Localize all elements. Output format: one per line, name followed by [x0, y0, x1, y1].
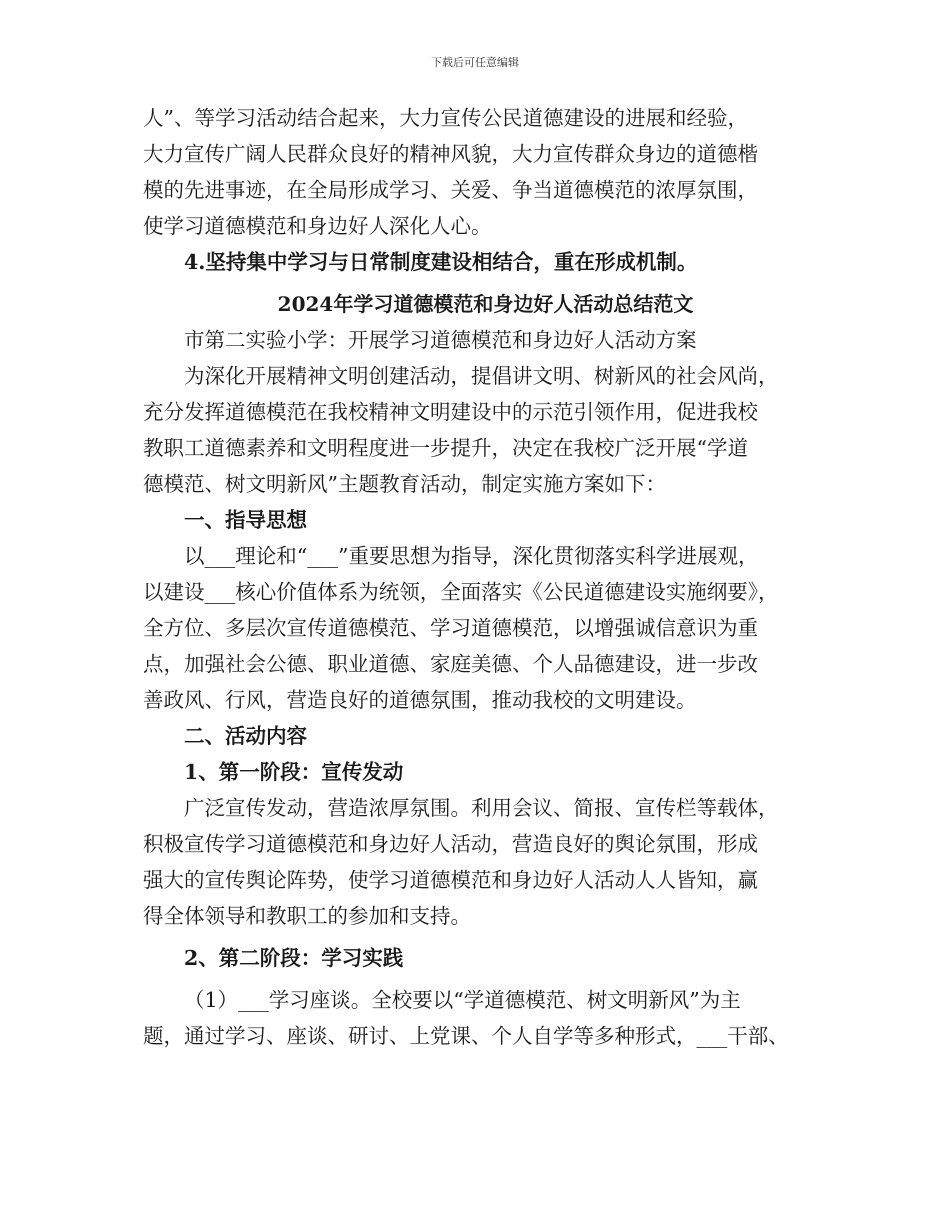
document-title: 2024年学习道德模范和身边好人活动总结范文	[277, 292, 694, 316]
body-line: 以___理论和“___”重要思想为指导，深化贯彻落实科学进展观，	[184, 544, 759, 568]
document-body	[143, 100, 828, 1054]
body-line: 强大的宣传舆论阵势，使学习道德模范和身边好人活动人人皆知，赢	[143, 868, 758, 892]
subtitle-line: 市第二实验小学：开展学习道德模范和身边好人活动方案	[184, 328, 697, 352]
page-header: 下载后可任意编辑	[431, 56, 519, 69]
body-line: 积极宣传学习道德模范和身边好人活动，营造良好的舆论氛围，形成	[143, 832, 758, 856]
body-line: 大力宣传广阔人民群众良好的精神风貌，大力宣传群众身边的道德楷	[143, 142, 758, 166]
body-line: 善政风、行风，营造良好的道德氛围，推动我校的文明建设。	[143, 688, 697, 712]
body-line: 使学习道德模范和身边好人深化人心。	[143, 214, 492, 238]
section-heading: 一、指导思想	[184, 508, 307, 532]
body-line: 题，通过学习、座谈、研讨、上党课、个人自学等多种形式，___干部、	[143, 1024, 789, 1048]
body-line: 点，加强社会公德、职业道德、家庭美德、个人品德建设，进一步改	[143, 652, 758, 676]
body-line: 得全体领导和教职工的参加和支持。	[143, 904, 471, 928]
subsection-heading: 2、第二阶段：学习实践	[184, 946, 404, 970]
section-heading: 4.坚持集中学习与日常制度建设相结合，重在形成机制。	[184, 250, 698, 274]
subsection-heading: 1、第一阶段：宣传发动	[184, 760, 404, 784]
body-line: （1）___学习座谈。全校要以“学道德模范、树文明新风”为主	[184, 988, 741, 1012]
body-line: 全方位、多层次宣传道德模范、学习道德模范，以增强诚信意识为重	[143, 616, 758, 640]
body-line: 以建设___核心价值体系为统领，全面落实《公民道德建设实施纲要》，	[143, 580, 779, 604]
body-line: 模的先进事迹，在全局形成学习、关爱、争当道德模范的浓厚氛围，	[143, 178, 758, 202]
body-line: 充分发挥道德模范在我校精神文明建设中的示范引领作用，促进我校	[143, 400, 758, 424]
body-line: 为深化开展精神文明创建活动，提倡讲文明、树新风的社会风尚，	[184, 364, 779, 388]
body-line: 德模范、树文明新风”主题教育活动，制定实施方案如下：	[143, 472, 666, 496]
body-line: 教职工道德素养和文明程度进一步提升，决定在我校广泛开展“学道	[143, 436, 748, 460]
body-line: 广泛宣传发动，营造浓厚氛围。利用会议、简报、宣传栏等载体，	[184, 796, 779, 820]
body-line: 人”、等学习活动结合起来，大力宣传公民道德建设的进展和经验，	[143, 106, 748, 130]
section-heading: 二、活动内容	[184, 724, 307, 748]
